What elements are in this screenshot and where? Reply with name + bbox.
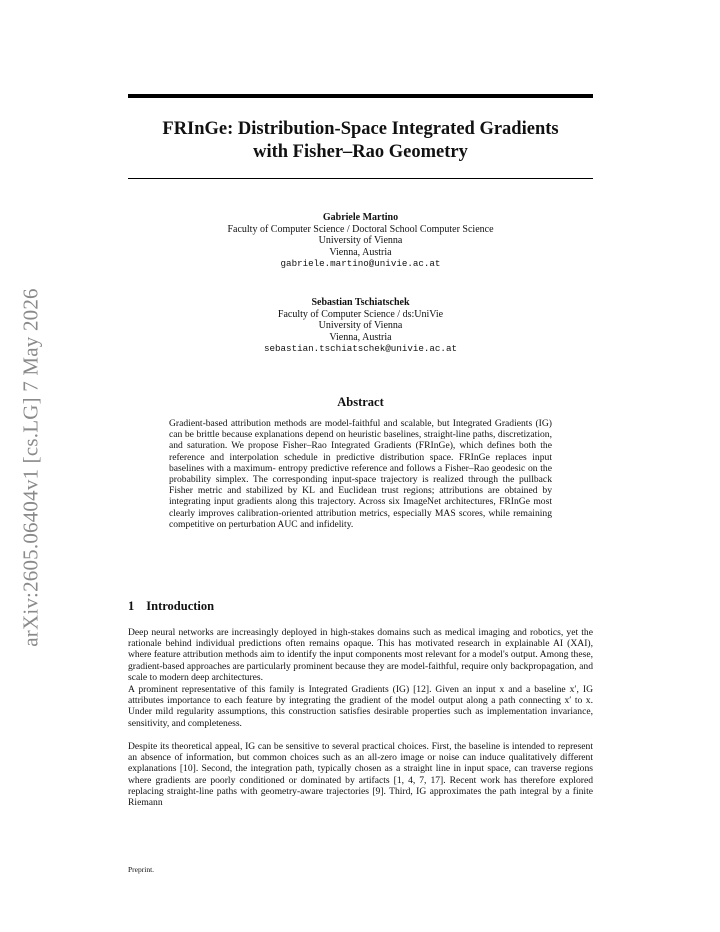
author-affiliation: Faculty of Computer Science / ds:UniVie (277, 308, 444, 320)
section-title: Introduction (146, 599, 215, 613)
section-number: 1 (128, 599, 135, 613)
author-name: Sebastian Tschiatschek (311, 297, 410, 308)
abstract-text: Gradient-based attribution methods are model-faithful and scalable, but Integrated Gradients (IG) can be brittle because explanations depend on heuristic baselines, straight-line paths, discretization, and saturation. We propose Fisher–Rao Integrated Gradients (FRInGe), which defines both the reference and interpolation schedule in predictive distribution space. FRInGe replaces input baselines with a maximum- entropy predictive reference and follows a Fisher–Rao geodesic on the probability simplex. The corresponding input-space trajectory is realized through the pullback Fisher metric and stabilized by KL and Euclidean trust regions; attributions are obtained by integrating input gradients along this trajectory. Across six ImageNet architectures, FRInGe most clearly improves calibration-oriented attribution metrics, especially MAS scores, while remaining competitive on perturbation AUC and infidelity. (169, 418, 552, 530)
title-line-1: FRInGe: Distribution-Space Integrated Gradients (162, 119, 559, 139)
title-bottom-rule (128, 178, 593, 179)
section-heading-introduction (128, 599, 214, 614)
intro-paragraph-2: A prominent representative of this family is Integrated Gradients (IG) [12]. Given an input x and a baseline x′, IG attributes importance to each feature by integrating the gradient of the model output along a path connecting x′ to x. Under mild regularity assumptions, this construction satisfies desirable properties such as implementation invariance, sensitivity, and completeness. (128, 684, 593, 729)
intro-paragraph-3: Despite its theoretical appeal, IG can be sensitive to several practical choices. First, the baseline is intended to represent an absence of information, but common choices such as an all-zero image or noise can induce qualitatively different explanations [10]. Second, the integration path, typically chosen as a straight line in input space, can traverse regions where gradients are poorly conditioned or dominated by artifacts [1, 4, 7, 17]. Recent work has therefore explored replacing straight-line paths with geometry-aware trajectories [9]. Third, IG approximates the path integral by a finite Riemann (128, 741, 593, 809)
preprint-footer: Preprint. (128, 865, 155, 874)
author-email[interactable]: gabriele.martino@univie.ac.at (280, 258, 441, 270)
author-university: University of Vienna (318, 320, 403, 332)
arxiv-identifier: arXiv:2605.06404v1 [cs.LG] 7 May 2026 (18, 288, 43, 647)
abstract-heading: Abstract (337, 395, 384, 409)
author-block-2 (128, 297, 593, 355)
author-location: Vienna, Austria (329, 246, 392, 258)
author-email[interactable]: sebastian.tschiatschek@univie.ac.at (264, 343, 457, 355)
paper-title (128, 118, 593, 164)
author-university: University of Vienna (318, 235, 403, 247)
author-block-1 (128, 212, 593, 270)
author-location: Vienna, Austria (329, 331, 392, 343)
intro-paragraph-1: Deep neural networks are increasingly deployed in high-stakes domains such as medical imaging and robotics, yet the rationale behind individual predictions often remains opaque. This has motivated research in explainable AI (XAI), where feature attribution methods aim to identify the input components most relevant for a model's output. Among these, gradient-based approaches are particularly prominent because they are model-faithful, require only backpropagation, and scale to modern deep architectures. (128, 627, 593, 683)
author-name: Gabriele Martino (322, 212, 399, 223)
title-line-2: with Fisher–Rao Geometry (253, 142, 468, 162)
author-affiliation: Faculty of Computer Science / Doctoral School Computer Science (227, 223, 494, 235)
title-top-rule (128, 94, 593, 98)
